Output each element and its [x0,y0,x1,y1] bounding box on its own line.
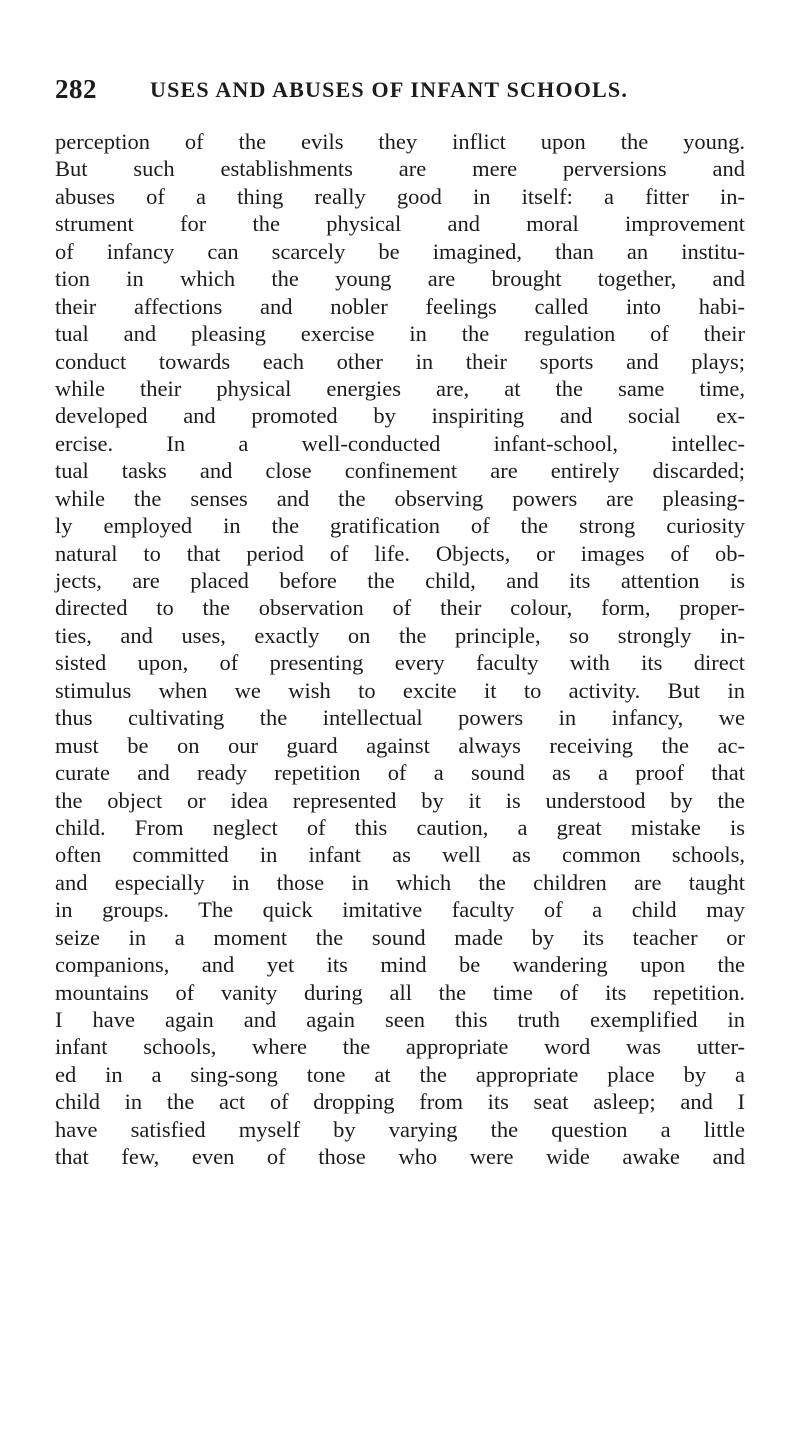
text-line: thus cultivating the intellectual powers in infancy, we [55,705,745,731]
text-line: directed to the observation of their colour, form, proper- [55,595,745,621]
text-line: infant schools, where the appropriate word was utter- [55,1034,745,1060]
text-line: companions, and yet its mind be wandering upon the [55,952,745,978]
page-header [55,74,745,110]
text-line: stimulus when we wish to excite it to activity. But in [55,677,745,703]
text-line: tion in which the young are brought together, and [55,266,745,292]
text-line: child in the act of dropping from its seat asleep; and I [55,1089,745,1115]
text-line: ties, and uses, exactly on the principle, so strongly in- [55,622,745,648]
text-line: I have again and again seen this truth exemplified in [55,1007,745,1032]
text-line: But such establishments are mere perversions and [55,156,745,182]
text-line: and especially in those in which the children are taught [55,869,745,895]
text-line: while their physical energies are, at the same time, [55,375,745,401]
text-line: developed and promoted by inspiriting and social ex- [55,403,745,429]
text-line: conduct towards each other in their sports and plays; [55,348,745,374]
running-title: USES AND ABUSES OF INFANT SCHOOLS. [150,77,629,102]
text-line: in groups. The quick imitative faculty of a child may [55,897,745,923]
text-line: jects, are placed before the child, and its attention is [55,568,745,593]
text-line: of infancy can scarcely be imagined, than an institu- [55,238,745,264]
text-line: have satisfied myself by varying the question a little [55,1116,745,1142]
text-line: child. From neglect of this caution, a great mistake is [55,814,745,840]
text-line: strument for the physical and moral improvement [55,211,745,237]
text-line: must be on our guard against always receiving the ac- [55,732,745,758]
text-line: sisted upon, of presenting every faculty with its direct [55,650,745,676]
text-line: the object or idea represented by it is understood by the [55,787,745,813]
text-line: their affections and nobler feelings called into habi- [55,293,745,319]
text-line: seize in a moment the sound made by its teacher or [55,924,745,950]
text-line: ercise. In a well-conducted infant-school, intellec- [55,430,745,456]
text-line: ed in a sing-song tone at the appropriate place by a [55,1061,745,1087]
text-line: that few, even of those who were wide awake and [55,1144,745,1170]
text-line: tual tasks and close confinement are entirely discarded; [55,458,745,484]
body-paragraph [55,128,745,1171]
text-line: curate and ready repetition of a sound as a proof that [55,760,745,786]
text-line: mountains of vanity during all the time of its repetition. [55,979,745,1005]
text-line: tual and pleasing exercise in the regulation of their [55,321,745,347]
text-line: perception of the evils they inflict upon the young. [55,129,745,154]
text-line: natural to that period of life. Objects, or images of ob- [55,540,745,566]
text-line: ly employed in the gratification of the strong curiosity [55,513,745,539]
text-line: abuses of a thing really good in itself: a fitter in- [55,183,745,209]
page-number: 282 [55,74,97,104]
text-line: often committed in infant as well as common schools, [55,842,745,868]
text-line: while the senses and the observing powers are pleasing- [55,485,745,511]
